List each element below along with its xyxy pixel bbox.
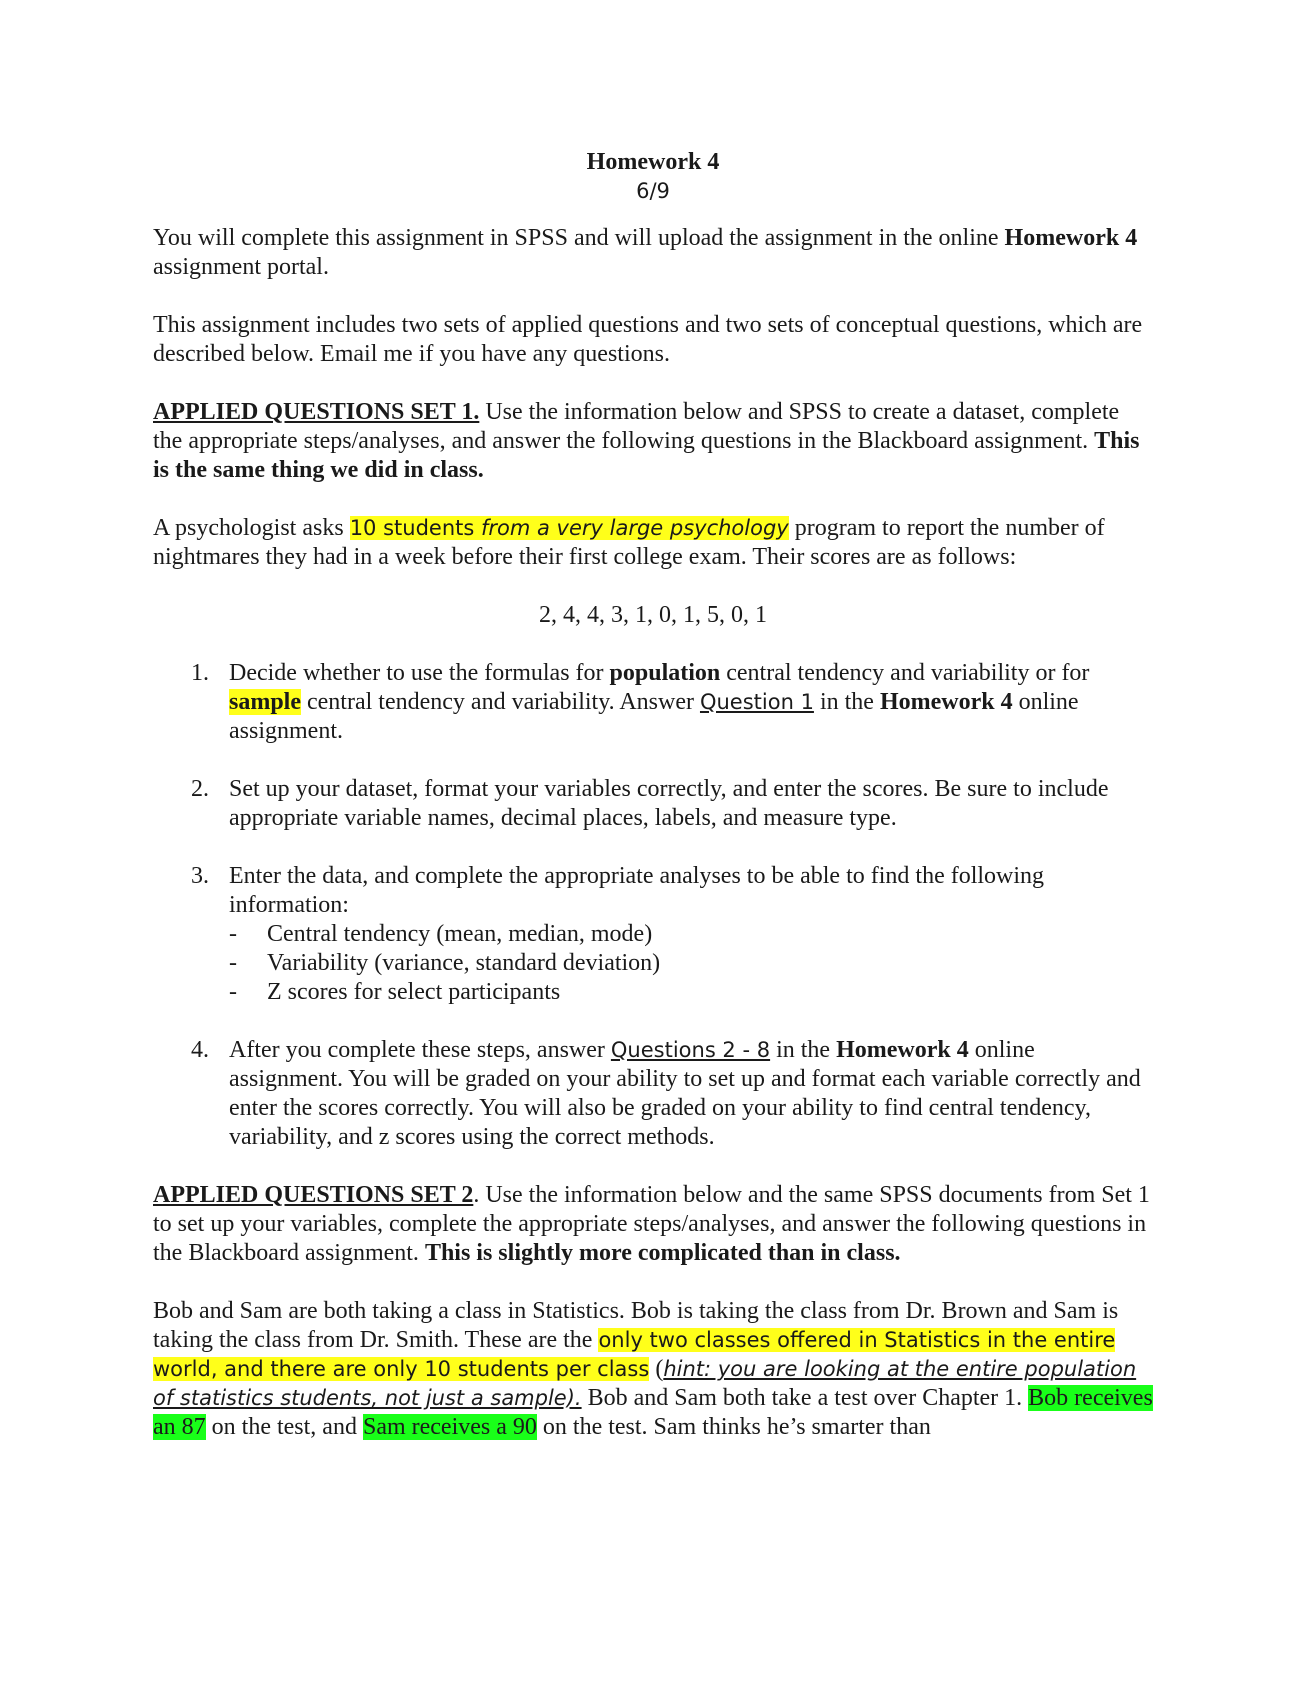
sub-list-item	[229, 949, 1153, 978]
set2-instructions	[153, 1181, 1153, 1268]
set1-scenario	[153, 514, 1153, 572]
set2-bold-note: This is slightly more complicated than in class.	[424, 1240, 901, 1266]
set2-heading: APPLIED QUESTIONS SET 2	[153, 1182, 474, 1208]
set1-steps-list	[153, 659, 1153, 1152]
item-text: Set up your dataset, format your variables correctly, and enter the scores. Be sure to include appropriate variable names, decimal places, labels, and measure type.	[229, 776, 1109, 831]
list-item	[153, 659, 1153, 746]
item-bold: population	[609, 660, 721, 686]
list-item	[153, 1036, 1153, 1152]
sub-item-text: Variability (variance, standard deviation)	[267, 950, 661, 976]
scenario-highlight	[350, 516, 789, 540]
item-number: 3.	[191, 863, 209, 889]
item-bold: Homework 4	[879, 689, 1013, 715]
item-number: 2.	[191, 776, 209, 802]
scenario-highlight: only two classes offered in Statistics in the entire world, and there are only 10 students per class	[153, 1328, 1116, 1381]
intro-bold: Homework 4	[1004, 225, 1138, 251]
scenario-text: Bob and Sam both take a test over Chapter 1.	[581, 1385, 1029, 1411]
item-text: online assignment.	[229, 689, 1079, 744]
page-title: Homework 4	[586, 149, 720, 175]
header	[153, 148, 1153, 206]
item-bold: Homework 4	[836, 1037, 969, 1063]
dash-bullet: -	[229, 950, 237, 976]
hint-text: hint: you are looking at the entire population of statistics students, not just a sample).	[153, 1357, 1137, 1410]
item-text: After you complete these steps, answer	[229, 1037, 611, 1063]
set1-text: Use the information below and SPSS to create a dataset, complete the appropriate steps/analyses, and answer the following questions in the Blackboard assignment.	[153, 399, 1120, 454]
questions-2-8-link[interactable]: Questions 2 - 8	[610, 1038, 771, 1062]
set1-heading: APPLIED QUESTIONS SET 1.	[153, 399, 480, 425]
set2-text: . Use the information below and the same SPSS documents from Set 1 to set up your variables, complete the appropriate steps/analyses, and answer the following questions in the Blackboard assignment.	[153, 1182, 1150, 1266]
item-text: central tendency and variability or for	[720, 660, 1090, 686]
scenario-text-end: program to report the number of nightmares they had in a week before their first college exam. Their scores are as follows:	[153, 515, 1105, 570]
sub-list-item	[229, 920, 1153, 949]
sub-list	[229, 920, 1153, 1007]
list-item	[153, 862, 1153, 1007]
scenario-text: (	[649, 1356, 664, 1382]
scenario-text: Bob and Sam are both taking a class in Statistics. Bob is taking the class from Dr. Brown and Sam is taking the class from Dr. Smith. These are the	[153, 1298, 1119, 1353]
document-body	[153, 148, 1153, 1471]
item-number: 1.	[191, 660, 209, 686]
bob-score-highlight: Bob receives an 87	[153, 1385, 1153, 1440]
item-text: in the	[770, 1037, 837, 1063]
scenario-highlight-italic: from a very large psychology	[480, 516, 789, 540]
item-text: central tendency and variability. Answer	[301, 689, 700, 715]
item-number: 4.	[191, 1037, 209, 1063]
item-text: Enter the data, and complete the appropriate analyses to be able to find the following information:	[229, 863, 1045, 918]
item-text: in the	[813, 689, 880, 715]
date-line: 6/9	[636, 179, 670, 203]
item-highlight: sample	[229, 689, 301, 715]
intro-paragraph-2: This assignment includes two sets of applied questions and two sets of conceptual questions, which are described below. Email me if you have any questions.	[153, 312, 1143, 367]
score-list: 2, 4, 4, 3, 1, 0, 1, 5, 0, 1	[539, 602, 767, 628]
sub-item-text: Z scores for select participants	[267, 979, 561, 1005]
question-1-link[interactable]: Question 1	[699, 690, 814, 714]
set1-bold-note: This is the same thing we did in class.	[153, 428, 1140, 483]
dash-bullet: -	[229, 921, 237, 947]
intro-text: You will complete this assignment in SPSS and will upload the assignment in the online	[153, 225, 1005, 251]
intro-paragraph-1	[153, 224, 1153, 282]
sam-score-highlight: Sam receives a 90	[362, 1414, 537, 1440]
set1-instructions	[153, 398, 1153, 485]
sub-item-text: Central tendency (mean, median, mode)	[267, 921, 653, 947]
sub-list-item	[229, 978, 1153, 1007]
scenario-text: A psychologist asks	[153, 515, 350, 541]
list-item	[153, 775, 1153, 833]
dash-bullet: -	[229, 979, 237, 1005]
scenario-text: on the test. Sam thinks he’s smarter than	[536, 1414, 931, 1440]
scenario-highlight-text: 10 students	[349, 516, 481, 540]
item-text: online assignment. You will be graded on your ability to set up and format each variable correctly and enter the scores correctly. You will also be graded on your ability to find central tendency, variability, and z scores using the correct methods.	[229, 1037, 1141, 1150]
scenario-text: on the test, and	[205, 1414, 363, 1440]
set2-scenario	[153, 1297, 1153, 1442]
intro-text-end: assignment portal.	[153, 254, 329, 280]
item-text: Decide whether to use the formulas for	[229, 660, 610, 686]
